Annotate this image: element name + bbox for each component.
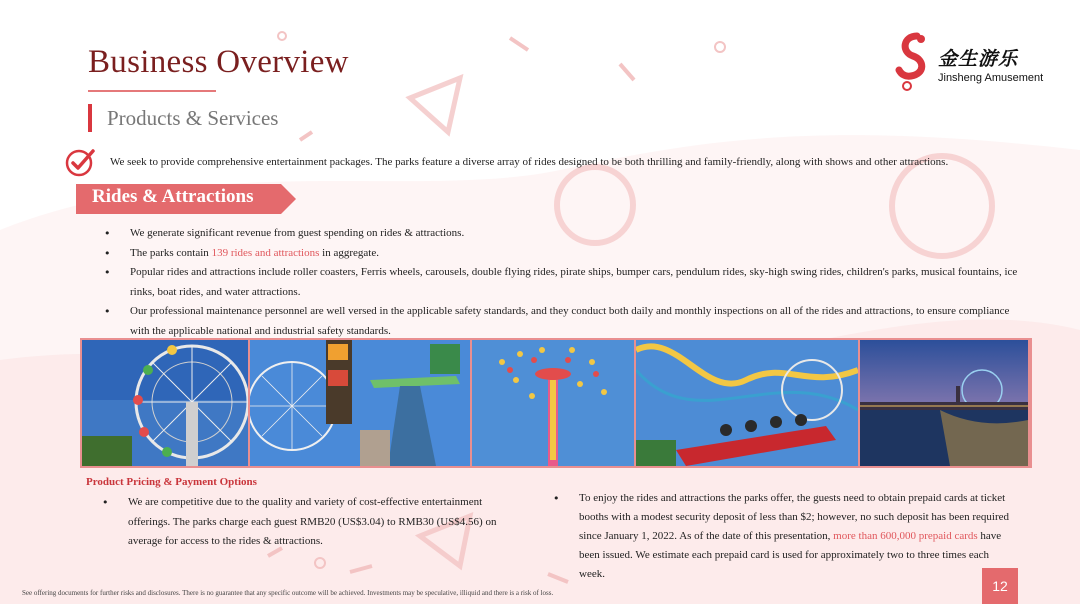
pendulum-ride-photo (250, 340, 470, 466)
night-lake-photo (860, 340, 1028, 466)
bullet-text: The parks contain (130, 246, 212, 259)
logo-chinese-text: 金生游乐 (938, 48, 1019, 70)
bullet-text: We generate significant revenue from guest spending on rides & attractions. (130, 227, 465, 239)
prepaid-bullet (553, 489, 1013, 584)
section-banner-label: Rides & Attractions (92, 186, 254, 207)
footer-disclaimer: See offering documents for further risks and disclosures. There is no guarantee that any specific outcome will be achieved. Investments may be speculative, illiquid and there is a risk of loss. (22, 589, 554, 597)
pricing-section-title: Product Pricing & Payment Options (86, 476, 257, 488)
logo-mark-icon (895, 30, 935, 92)
list-item (100, 263, 1030, 302)
subtitle-accent-bar (88, 104, 92, 132)
bullet-text: Our professional maintenance personnel are well versed in the applicable safety standards, and they conduct both daily and monthly inspections on all of the rides and attractions, to ensure compliance with the applicable national and industrial safety standards. (130, 305, 1010, 337)
ferris-wheel-photo (82, 340, 248, 466)
title-underline (88, 90, 216, 92)
pricing-text: We are competitive due to the quality and variety of cost-effective entertainment offerings. The parks charge each guest RMB20 (US$3.04) to RMB30 (US$4.56) on average for access to the rides & attractions. (128, 496, 497, 547)
bullet-text: in aggregate. (319, 246, 379, 259)
attractions-photo-strip (80, 338, 1032, 468)
rides-bullet-list (100, 224, 1030, 341)
roller-coaster-photo (636, 340, 858, 466)
intro-text: We seek to provide comprehensive entertainment packages. The parks feature a diverse array of rides designed to be both thrilling and family-friendly, along with shows and other attractions. (110, 156, 949, 168)
page-subtitle: Products & Services (107, 106, 279, 130)
checkmark-icon (64, 146, 96, 178)
list-item (100, 224, 1030, 244)
page-number: 12 (982, 568, 1018, 604)
list-item (100, 302, 1030, 341)
prepaid-text: To enjoy the rides and attractions the parks offer, the guests need to obtain prepaid cards at ticket booths with a modest security deposit of less than $2; however, no such deposit has been required since January 1, 2022. As of the date of this presentation, (579, 492, 1009, 542)
company-logo (895, 30, 1055, 92)
page-title: Business Overview (88, 44, 349, 80)
prepaid-cards-highlight: more than 600,000 prepaid cards (833, 530, 978, 542)
list-item (100, 244, 1030, 264)
prepaid-text: have been issued. We estimate each prepaid card is used for approximately two to three times each week. (579, 530, 1002, 580)
logo-english-text: Jinsheng Amusement (938, 72, 1044, 84)
swing-ride-photo (472, 340, 634, 466)
rides-count-highlight: 139 rides and attractions (211, 246, 320, 259)
bullet-text: Popular rides and attractions include roller coasters, Ferris wheels, carousels, double flying rides, pirate ships, bumper cars, pendulum rides, sky-high swing rides, children's parks, musical fountains, ice rinks, boat rides, and water attractions. (130, 266, 1018, 298)
pricing-bullet (100, 493, 520, 552)
